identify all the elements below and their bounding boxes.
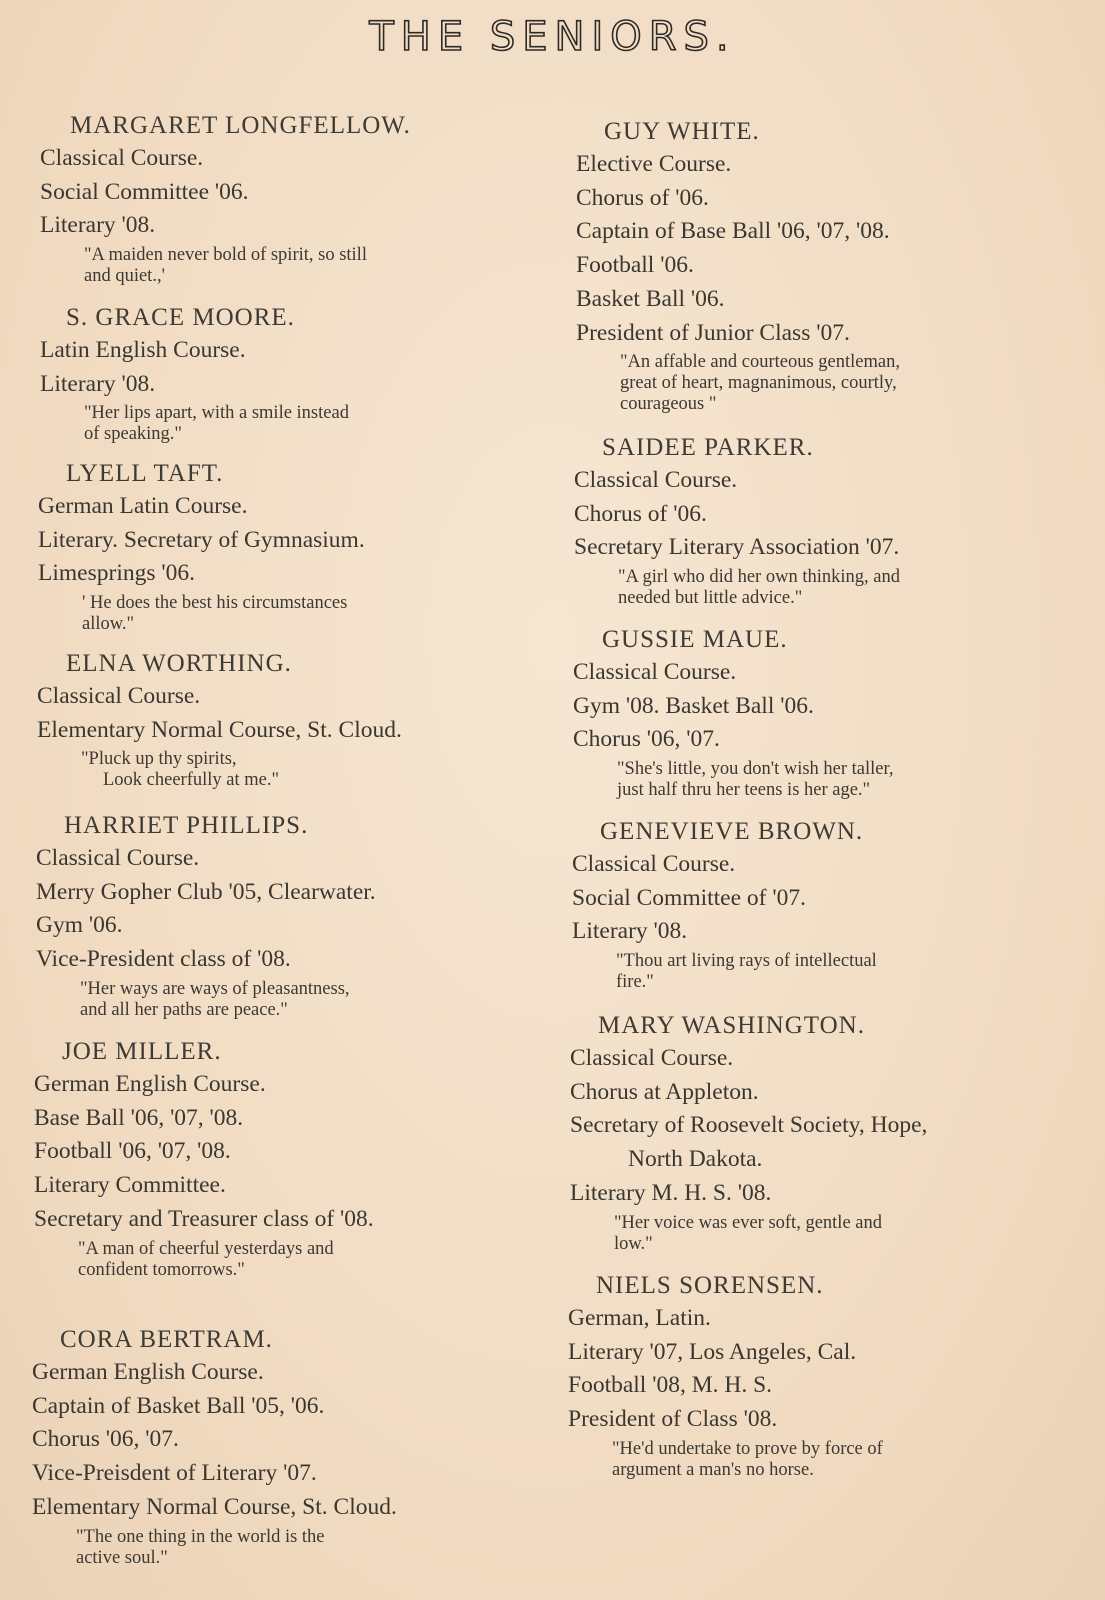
- activity-line: Vice-President class of '08.: [36, 946, 291, 973]
- activity-line: President of Junior Class '07.: [576, 319, 850, 346]
- activity-line: Elementary Normal Course, St. Cloud.: [37, 716, 402, 743]
- activity-line: Chorus of '06.: [574, 500, 707, 527]
- activity-line: President of Class '08.: [568, 1406, 778, 1433]
- activity-line: Elementary Normal Course, St. Cloud.: [32, 1493, 397, 1520]
- quote-line: "Her lips apart, with a smile instead: [84, 403, 349, 424]
- quote-line: of speaking.": [84, 424, 182, 445]
- senior-quote: [576, 352, 1105, 415]
- activity-line: Literary '07, Los Angeles, Cal.: [568, 1338, 857, 1365]
- senior-entry: [570, 1010, 1105, 1263]
- activity-line: Limesprings '06.: [38, 560, 195, 587]
- quote-line: "A man of cheerful yesterdays and: [78, 1238, 334, 1259]
- quote-line: "An affable and courteous gentleman,: [620, 352, 900, 373]
- senior-name: MARGARET LONGFELLOW.: [70, 112, 411, 139]
- senior-quote: [570, 1213, 1105, 1255]
- activity-line: Basket Ball '06.: [576, 285, 725, 312]
- senior-name: MARY WASHINGTON.: [598, 1012, 865, 1039]
- quote-line: "Pluck up thy spirits,: [81, 749, 237, 770]
- activity-line: North Dakota.: [628, 1146, 763, 1173]
- senior-name: ELNA WORTHING.: [66, 650, 292, 677]
- activity-line: German English Course.: [32, 1359, 264, 1385]
- activity-line: Chorus of '06.: [576, 184, 709, 211]
- activity-line: Chorus '06, '07.: [573, 726, 720, 753]
- quote-line: "She's little, you don't wish her taller,: [617, 759, 894, 780]
- activity-line: Classical Course.: [36, 845, 200, 871]
- quote-line: "A maiden never bold of spirit, so still: [84, 245, 367, 266]
- senior-name: LYELL TAFT.: [66, 460, 224, 487]
- activity-line: Captain of Basket Ball '05, '06.: [32, 1392, 325, 1419]
- activity-line: Gym '06.: [36, 912, 123, 939]
- quote-line: courageous ": [620, 394, 717, 415]
- senior-quote: [34, 1239, 594, 1281]
- quote-line: "Thou art living rays of intellectual: [616, 951, 877, 972]
- activity-line: Classical Course.: [37, 683, 201, 709]
- activity-line: Secretary and Treasurer class of '08.: [34, 1205, 374, 1232]
- senior-entry: [38, 458, 598, 643]
- quote-line: "He'd undertake to prove by force of: [612, 1438, 883, 1459]
- senior-name: JOE MILLER.: [62, 1038, 222, 1065]
- activity-line: Classical Course.: [573, 659, 737, 685]
- activity-line: Merry Gopher Club '05, Clearwater.: [36, 878, 376, 905]
- senior-quote: [36, 979, 596, 1021]
- activity-line: Secretary Literary Association '07.: [574, 534, 900, 561]
- senior-quote: [40, 403, 600, 445]
- activity-line: Literary M. H. S. '08.: [570, 1179, 772, 1206]
- senior-quote: [572, 951, 1105, 993]
- quote-line: "Her voice was ever soft, gentle and: [614, 1212, 882, 1233]
- activity-line: Literary '08.: [40, 370, 156, 397]
- activity-line: Football '08, M. H. S.: [568, 1372, 773, 1399]
- senior-entry: [36, 810, 596, 1029]
- senior-entry: [574, 432, 1105, 617]
- senior-quote: [37, 749, 597, 791]
- senior-quote: [38, 593, 598, 635]
- senior-quote: [32, 1527, 592, 1569]
- activity-line: Classical Course.: [572, 851, 736, 877]
- activity-line: Literary Committee.: [34, 1172, 226, 1199]
- activity-line: German, Latin.: [568, 1305, 711, 1331]
- senior-entry: [40, 302, 600, 453]
- activity-line: Classical Course.: [570, 1045, 734, 1071]
- senior-quote: [574, 567, 1105, 609]
- senior-name: CORA BERTRAM.: [60, 1326, 273, 1353]
- activity-line: German English Course.: [34, 1071, 266, 1097]
- quote-line: low.": [614, 1233, 653, 1254]
- activity-line: Vice-Preisdent of Literary '07.: [32, 1460, 317, 1487]
- activity-line: Chorus at Appleton.: [570, 1078, 759, 1105]
- activity-line: Literary '08.: [572, 918, 688, 945]
- quote-line: great of heart, magnanimous, courtly,: [620, 373, 897, 394]
- senior-name: GUSSIE MAUE.: [602, 626, 788, 653]
- senior-quote: [568, 1439, 1105, 1481]
- senior-entry: [40, 110, 600, 295]
- activity-line: German Latin Course.: [38, 493, 248, 519]
- senior-name: GUY WHITE.: [604, 118, 760, 145]
- quote-line: confident tomorrows.": [78, 1259, 245, 1280]
- quote-line: and quiet.,': [84, 266, 165, 287]
- senior-name: NIELS SORENSEN.: [596, 1272, 824, 1299]
- activity-line: Social Committee '06.: [40, 178, 249, 205]
- page-title: THE SENIORS.: [369, 14, 736, 60]
- activity-line: Chorus '06, '07.: [32, 1426, 179, 1453]
- activity-line: Football '06, '07, '08.: [34, 1138, 231, 1165]
- quote-line: needed but little advice.": [618, 588, 803, 609]
- activity-line: Captain of Base Ball '06, '07, '08.: [576, 218, 890, 245]
- senior-entry: [573, 624, 1105, 809]
- activity-line: Classical Course.: [40, 145, 204, 171]
- quote-line: "The one thing in the world is the: [76, 1526, 325, 1547]
- activity-line: Gym '08. Basket Ball '06.: [573, 692, 814, 719]
- activity-line: Secretary of Roosevelt Society, Hope,: [570, 1112, 928, 1139]
- senior-entry: [568, 1270, 1105, 1489]
- quote-line: argument a man's no horse.: [612, 1459, 814, 1480]
- quote-line: "Her ways are ways of pleasantness,: [80, 978, 350, 999]
- quote-line: allow.": [82, 614, 135, 635]
- senior-entry: [572, 816, 1105, 1001]
- quote-line: Look cheerfully at me.": [103, 770, 280, 791]
- quote-line: "A girl who did her own thinking, and: [618, 567, 900, 588]
- senior-entry: [576, 116, 1105, 423]
- senior-entry: [34, 1036, 594, 1289]
- quote-line: fire.": [616, 972, 654, 993]
- senior-entry: [37, 648, 597, 799]
- quote-line: active soul.": [76, 1547, 168, 1568]
- senior-quote: [40, 245, 600, 287]
- activity-line: Elective Course.: [576, 151, 732, 177]
- activity-line: Social Committee of '07.: [572, 884, 806, 911]
- activity-line: Latin English Course.: [40, 337, 246, 363]
- quote-line: ' He does the best his circumstances: [82, 593, 348, 614]
- quote-line: just half thru her teens is her age.": [617, 780, 871, 801]
- senior-name: SAIDEE PARKER.: [602, 434, 814, 461]
- senior-quote: [573, 759, 1105, 801]
- activity-line: Base Ball '06, '07, '08.: [34, 1104, 244, 1131]
- senior-name: HARRIET PHILLIPS.: [64, 812, 309, 839]
- activity-line: Football '06.: [576, 252, 694, 279]
- senior-name: GENEVIEVE BROWN.: [600, 818, 864, 845]
- senior-entry: [32, 1324, 592, 1577]
- activity-line: Classical Course.: [574, 467, 738, 493]
- quote-line: and all her paths are peace.": [80, 999, 288, 1020]
- senior-name: S. GRACE MOORE.: [66, 304, 295, 331]
- activity-line: Literary. Secretary of Gymnasium.: [38, 526, 365, 553]
- activity-line: Literary '08.: [40, 212, 156, 239]
